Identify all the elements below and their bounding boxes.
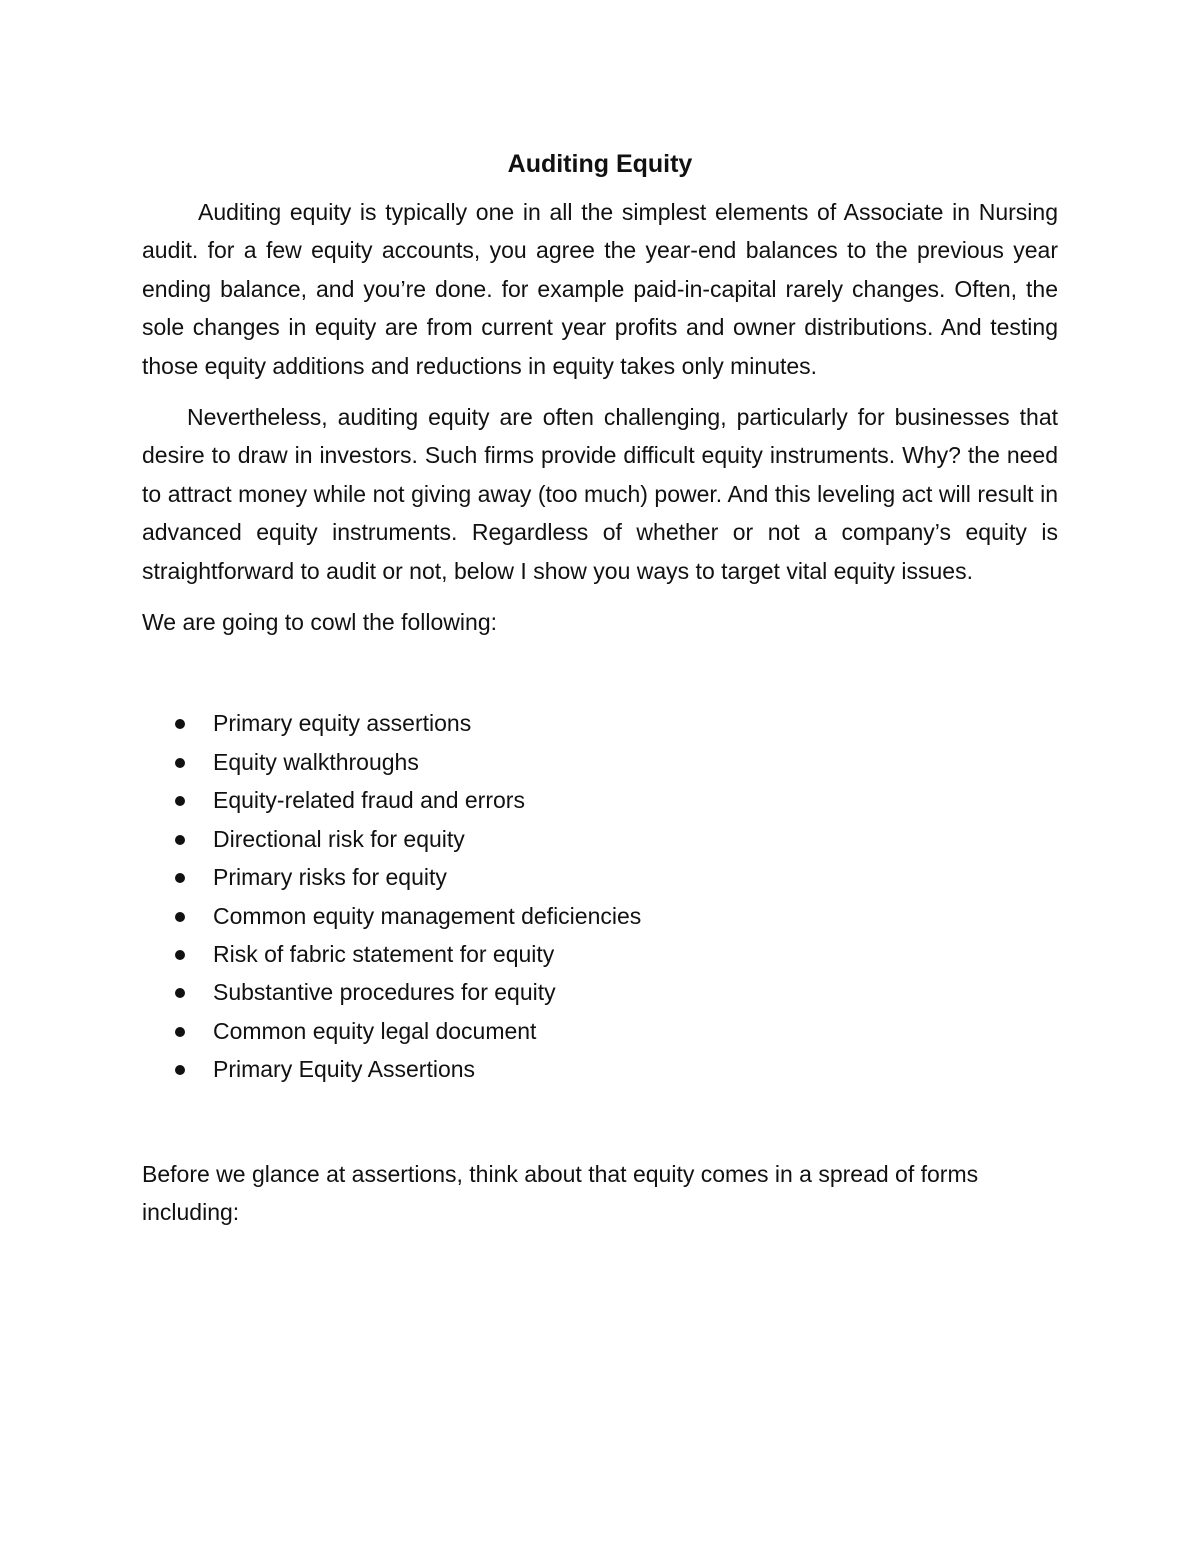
list-item xyxy=(142,704,1058,742)
list-item xyxy=(142,820,1058,858)
list-item xyxy=(142,1050,1058,1088)
document-body xyxy=(142,145,1058,1231)
document-title: Auditing Equity xyxy=(507,150,693,178)
bullet-icon xyxy=(175,835,185,845)
list-item-text: Common equity management deficiencies xyxy=(213,902,642,929)
list-item-text: Equity-related fraud and errors xyxy=(213,787,525,814)
bullet-icon xyxy=(175,873,185,883)
list-item-text: Common equity legal document xyxy=(213,1017,537,1044)
bullet-icon xyxy=(175,1065,185,1075)
bullet-icon xyxy=(175,988,185,998)
list-item-text: Equity walkthroughs xyxy=(213,748,419,775)
list-item-text: Primary Equity Assertions xyxy=(213,1056,476,1083)
list-item-text: Primary risks for equity xyxy=(213,864,447,891)
list-item xyxy=(142,935,1058,973)
list-item xyxy=(142,858,1058,896)
bullet-icon xyxy=(175,719,185,729)
list-item xyxy=(142,781,1058,819)
list-item-text: Directional risk for equity xyxy=(213,825,465,852)
list-item xyxy=(142,743,1058,781)
list-item xyxy=(142,897,1058,935)
bullet-icon xyxy=(175,950,185,960)
paragraph-intro: Auditing equity is typically one in all the simplest elements of Associate in Nursing audit. for a few equity accounts, you agree the year-end balances to the previous year ending balance, and you’re done. for example paid-in-capital rarely changes. Often, the sole changes in equity are from current year profits and owner distributions. And testing those equity additions and reductions in equity takes only minutes. xyxy=(142,199,1058,379)
bullet-icon xyxy=(175,1027,185,1037)
bullet-icon xyxy=(175,796,185,806)
list-item xyxy=(142,973,1058,1011)
topics-list xyxy=(142,704,1058,1088)
paragraph-closing: Before we glance at assertions, think about that equity comes in a spread of forms including: xyxy=(142,1160,979,1225)
list-item-text: Substantive procedures for equity xyxy=(213,979,556,1006)
list-item xyxy=(142,1012,1058,1050)
bullet-icon xyxy=(175,758,185,768)
paragraph-challenges: Nevertheless, auditing equity are often challenging, particularly for businesses that desire to draw in investors. Such firms provide difficult equity instruments. Why? the need to attract money while not giving away (too much) power. And this leveling act will result in advanced equity instruments. Regardless of whether or not a company’s equity is straightforward to audit or not, below I show you ways to target vital equity issues. xyxy=(142,404,1058,584)
list-intro: We are going to cowl the following: xyxy=(142,609,497,636)
list-item-text: Primary equity assertions xyxy=(213,710,472,737)
list-item-text: Risk of fabric statement for equity xyxy=(213,940,555,967)
bullet-icon xyxy=(175,912,185,922)
